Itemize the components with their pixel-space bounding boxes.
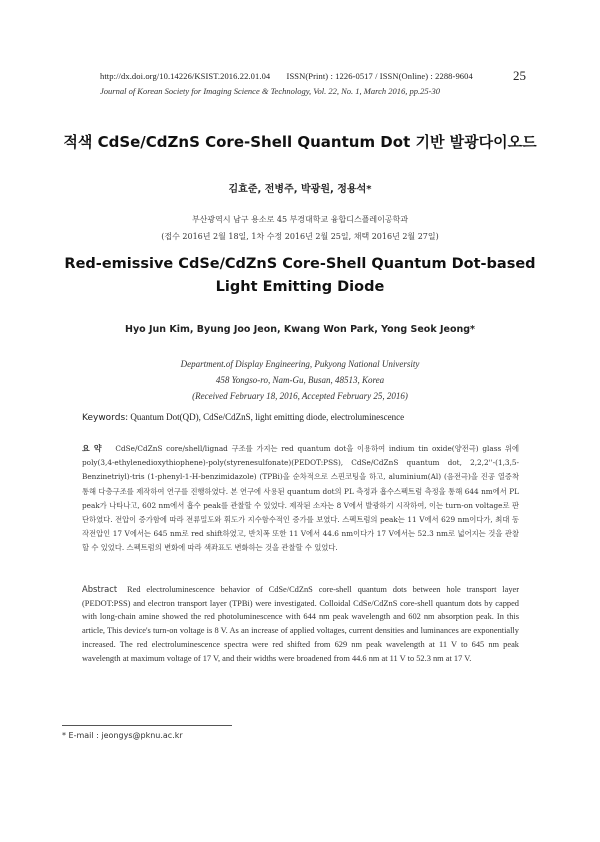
korean-authors: 김효준, 전병주, 박광원, 정용석* bbox=[228, 184, 372, 195]
korean-abstract-text: CdSe/CdZnS core/shell/lignad 구조를 가지는 red quantum dot을 이용하여 indium tin oxide(양전극) glass 위에 poly(3,4-ethylenedioxythiophene)-poly(styrenesulfonate)(PEDOT:PSS), CdSe/CdZnS quantum dot, 2,2,2''-(1,3,5-Benzinetriyl)-tris (1-phenyl-1-H-benzimidazole) (TPBi)을 순차적으로 스핀코팅을 하고, aluminium(Al) (음전극)을 진공 열증착 통해 다층구조를 제작하여 연구를 진행하였다. 본 연구에 사용된 quantum dot의 PL 측정과 흡수스펙트럼 측정을 통해 644 nm에서 PL peak가 나타나고, 602 nm에서 흡수 peak를 관찰할 수 있었다. 제작된 소자는 8 V에서 발광하기 시작하여, 이는 turn-on voltage로 판단하였다. 전압이 증가함에 따라 전류밀도와 휘도가 지수함수적인 증가를 보였다. 스펙트럼의 peak는 11 V에서 629 nm이다가, 최대 동작전압인 17 V에서는 645 nm로 red shift하였고, 반치폭 또한 11 V에서 44.6 nm이다가 17 V에서는 52.3 nm로 넓어지는 것을 관찰할 수 있었다. 스펙트럼의 변화에 따라 색좌표도 변화하는 것을 관찰할 수 있었다. bbox=[82, 444, 520, 553]
keywords bbox=[82, 412, 522, 423]
footnote-divider bbox=[62, 725, 232, 726]
english-abstract-text: Red electroluminescence behavior of CdSe/CdZnS core-shell quantum dots between hole transport layer (PEDOT:PSS) and electron transport layer (TPBi) were investigated. Colloidal CdSe/CdZnS core-shell quantum dots by capped with long-chain amine showed the red photoluminescence with 644 nm peak wavelength and 602 nm absorption peak. In this article, This device's turn-on voltage is 8 V. As an increase of applied voltages, current densities and luminances are exponentially increased. The red electroluminescence spectra were red shifted from 629 nm peak wavelength at 11 V to 645 nm peak wavelength at maximum voltage of 17 V, and their widths were broadened from 44.6 nm at 11 V to 52.3 nm at 17 V. bbox=[82, 585, 520, 663]
korean-abstract bbox=[82, 442, 519, 556]
english-title: Red-emissive CdSe/CdZnS Core-Shell Quantum Dot-based Light Emitting Diode bbox=[64, 256, 536, 295]
english-affiliation-address: 458 Yongso-ro, Nam-Gu, Busan, 48513, Korea bbox=[215, 375, 385, 385]
english-affiliation-dept: Department.of Display Engineering, Pukyong National University bbox=[180, 359, 420, 369]
english-abstract bbox=[82, 583, 519, 665]
korean-dates: (접수 2016년 2월 18일, 1차 수정 2016년 2월 25일, 채택 2016년 2월 27일) bbox=[161, 232, 439, 241]
keywords-text: Quantum Dot(QD), CdSe/CdZnS, light emitting diode, electroluminescence bbox=[130, 412, 405, 422]
page-number: 25 bbox=[513, 68, 526, 83]
corresponding-email[interactable]: * E-mail : jeongys@pknu.ac.kr bbox=[62, 731, 183, 740]
running-header bbox=[100, 71, 510, 81]
issn-text: ISSN(Print) : 1226-0517 / ISSN(Online) : 2288-9604 bbox=[286, 71, 473, 81]
english-authors: Hyo Jun Kim, Byung Joo Jeon, Kwang Won Park, Yong Seok Jeong* bbox=[125, 324, 475, 335]
korean-affiliation-block bbox=[40, 211, 560, 245]
korean-abstract-label: 요 약 bbox=[82, 444, 102, 453]
journal-citation: Journal of Korean Society for Imaging Science & Technology, Vol. 22, No. 1, March 2016, pp.25-30 bbox=[100, 86, 440, 96]
korean-affiliation: 부산광역시 남구 용소로 45 부경대학교 융합디스플레이공학과 bbox=[191, 215, 409, 224]
keywords-label: Keywords: bbox=[82, 413, 129, 423]
english-dates: (Received February 18, 2016, Accepted February 25, 2016) bbox=[192, 391, 408, 401]
korean-title: 적색 CdSe/CdZnS Core-Shell Quantum Dot 기반 발광다이오드 bbox=[63, 133, 537, 151]
english-affiliation-block bbox=[40, 356, 560, 404]
doi-link[interactable]: http://dx.doi.org/10.14226/KSIST.2016.22.01.04 bbox=[100, 71, 271, 81]
english-abstract-label: Abstract bbox=[82, 584, 118, 594]
